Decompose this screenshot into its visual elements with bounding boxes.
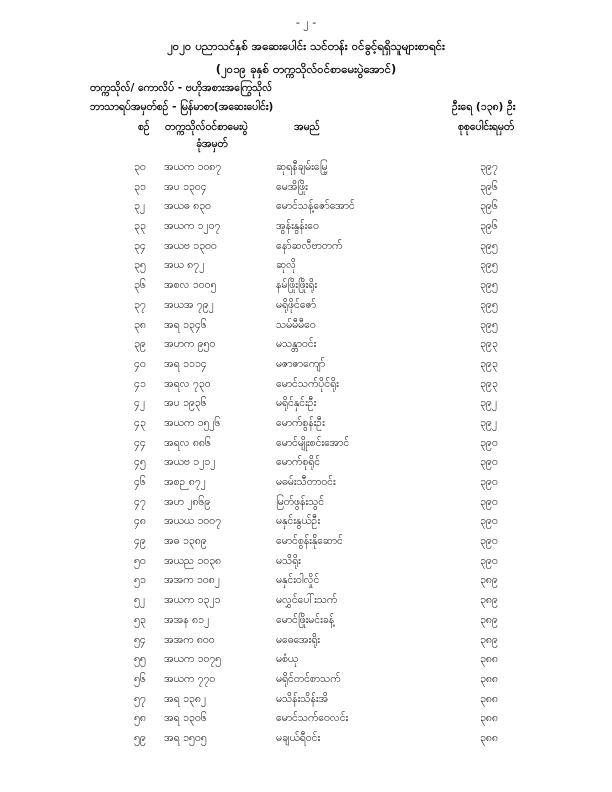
- table-row: [0, 355, 612, 375]
- total-marks: ၃၉၀: [480, 495, 498, 508]
- student-name: မောင်သက်ဝေလင်း: [276, 712, 349, 725]
- row-number: ၅၂: [134, 594, 146, 607]
- row-number: ၅၄: [134, 633, 146, 646]
- table-row: [0, 375, 612, 395]
- total-marks: ၃၈၈: [480, 692, 498, 705]
- roll-number: အဟက ၉၅၀: [164, 338, 216, 351]
- table-row: [0, 631, 612, 651]
- row-number: ၅၇: [134, 692, 146, 705]
- row-number: ၄၇: [134, 495, 146, 508]
- row-number: ၄၈: [134, 515, 146, 528]
- total-marks: ၃၉၃: [480, 338, 498, 351]
- student-name: မဓမ်းသီတာဝင်း: [276, 476, 336, 488]
- total-marks: ၃၉၅: [480, 298, 498, 311]
- roll-number: အယယ ၁၀၀၇: [164, 515, 221, 528]
- page-number: - ၂ -: [295, 16, 317, 29]
- table-row: [0, 158, 612, 178]
- roll-number: အရ ၁၁၁၄: [164, 357, 207, 370]
- roll-number: အရလ ၇၃၀: [164, 377, 211, 390]
- student-name: ဆုလို: [276, 259, 296, 272]
- student-name: မရိုဖိုင်ဇော်: [276, 298, 317, 311]
- total-marks: ၃၉၂: [480, 416, 497, 429]
- roll-number: အပ ၁၉၃၆: [164, 397, 207, 410]
- row-number: ၅၉: [134, 731, 146, 744]
- total-marks: ၃၈၈: [480, 653, 498, 666]
- table-row: [0, 650, 612, 670]
- total-marks: ၃၉၅: [480, 239, 498, 252]
- table-row: [0, 296, 612, 316]
- table-row: [0, 690, 612, 710]
- total-marks: ၃၉၅: [480, 318, 498, 331]
- total-marks: ၃၉၃: [480, 377, 498, 390]
- table-row: [0, 237, 612, 257]
- student-name: မသိရိုး: [276, 554, 301, 567]
- table-row: [0, 276, 612, 296]
- student-name: မရိုင်နှင်းဦး: [276, 397, 317, 410]
- student-name: မဇာဇာကျော်: [276, 357, 326, 370]
- table-row: [0, 591, 612, 611]
- table-row: [0, 434, 612, 454]
- document-title: ၂၀၂၀ ပညာသင်နှစ် အဆေးပေါင်း သင်တန်း ဝင်ခွင့်ရရှိသူများစာရင်း: [167, 39, 445, 53]
- column-header-roll: တက္ကသိုလ်ဝင်စာမေးပွဲ: [165, 121, 248, 133]
- student-name: နမ်ဖြိုးဖြိုးရိုး: [276, 279, 317, 292]
- table-row: [0, 571, 612, 591]
- total-marks: ၃၉၂: [480, 397, 497, 410]
- row-number: ၅၁: [134, 574, 146, 587]
- roll-number: အယက ၁၂၀၇: [164, 220, 221, 233]
- roll-number: အယက ၇၇၀: [164, 672, 216, 685]
- total-count: ဦးရေ (၁၃၈) ဦး: [452, 101, 516, 113]
- subject-label: ဘာသာရပ်အမှတ်စဉ် - မြန်မာစာ(အဆေးပေါင်း): [90, 101, 274, 113]
- roll-number: အအန ၈၁၂: [164, 613, 210, 626]
- total-marks: ၃၈၉: [480, 613, 498, 626]
- total-marks: ၃၉၅: [480, 259, 498, 272]
- roll-number: အရ ၁၃၀၆: [164, 712, 207, 725]
- table-row: [0, 670, 612, 690]
- row-number: ၄၄: [134, 436, 146, 449]
- row-number: ၃၀: [134, 161, 146, 173]
- table-row: [0, 729, 612, 749]
- roll-number: အဓ ၁၃၈၉: [164, 535, 207, 548]
- total-marks: ၃၈၉: [480, 633, 498, 646]
- student-name: မသန္တာဝင်း: [276, 338, 317, 351]
- student-name: ဆုရနီချမ်းမြေ့: [276, 161, 328, 173]
- table-row: [0, 552, 612, 572]
- total-marks: ၃၉၀: [480, 554, 498, 567]
- roll-number: အယအ ၇၉၂: [164, 298, 214, 311]
- table-row: [0, 394, 612, 414]
- table-row: [0, 611, 612, 631]
- row-number: ၅၃: [134, 613, 146, 626]
- row-number: ၃၇: [134, 298, 146, 311]
- roll-number: အယက ၁၅၂၆: [164, 416, 221, 429]
- table-row: [0, 473, 612, 493]
- roll-number: အရ ၁၃၈၂: [164, 692, 206, 705]
- student-name: မစံယု: [276, 653, 299, 666]
- table-row: [0, 178, 612, 198]
- student-name: မောင်သက်ပိုင်ရိုး: [276, 377, 339, 390]
- row-number: ၄၁: [134, 377, 146, 390]
- row-number: ၃၄: [134, 239, 146, 252]
- table-row: [0, 709, 612, 729]
- student-name: မသိန်းသိန်းအိ: [276, 692, 329, 705]
- roll-number: အရ ၁၃၄၆: [164, 318, 207, 331]
- roll-number: အရ ၁၅၀၅: [164, 731, 207, 744]
- student-name: မောက်စွန်းဦး: [276, 416, 325, 429]
- student-name: မလွှင်ပေါ်းသက်: [276, 594, 338, 607]
- roll-number: အယက ၁၀၇၅: [164, 653, 222, 666]
- row-number: ၃၉: [134, 338, 146, 351]
- column-header-roll-sub: ခုံအမှတ်: [196, 138, 228, 150]
- table-row: [0, 493, 612, 513]
- table-row: [0, 453, 612, 473]
- table-row: [0, 335, 612, 355]
- column-header-name: အမည်: [294, 121, 320, 133]
- table-row: [0, 316, 612, 336]
- total-marks: ၃၉၇: [480, 161, 498, 173]
- row-number: ၅၅: [134, 653, 146, 666]
- student-name: မနှင်းနွယ်ဦး: [276, 515, 321, 528]
- row-number: ၅၆: [134, 672, 146, 685]
- table-row: [0, 217, 612, 237]
- student-name: နော်ဆလီဗာတက်: [276, 239, 343, 252]
- student-name: မောင်ဖြိုးမင်းခန့်: [276, 613, 335, 626]
- total-marks: ၃၈၈: [480, 672, 498, 685]
- total-marks: ၃၈၉: [480, 574, 498, 587]
- row-number: ၄၃: [134, 416, 146, 429]
- row-number: ၃၁: [134, 180, 146, 193]
- student-name: မနှင်းဝါလှိုင်: [276, 574, 320, 587]
- roll-number: အအက ၁၀၈၂: [164, 574, 220, 587]
- row-number: ၅၀: [134, 554, 146, 567]
- row-number: ၄၂: [134, 397, 146, 410]
- student-name: မချယ်ရီဝင်း: [276, 731, 321, 744]
- roll-number: အယက ၁၃၂၁: [164, 594, 221, 607]
- student-name: သမ်မီမီဝေ: [276, 318, 316, 331]
- roll-number: အယက ၁၀၈၇: [164, 161, 222, 173]
- student-name: မောင်စွန်းနိုဆောင်: [276, 535, 343, 548]
- column-header-no: စဉ်: [138, 121, 150, 133]
- total-marks: ၃၉၆: [480, 200, 498, 213]
- student-name: မောင်သန့်ဇော်အောင်: [276, 200, 355, 213]
- roll-number: အယည ၁၀၃၈: [164, 554, 222, 567]
- total-marks: ၃၈၈: [480, 712, 498, 725]
- roll-number: အစဉ ၈၇၂: [164, 476, 206, 488]
- row-number: ၄၆: [134, 476, 146, 488]
- roll-number: အဟ ၂၈၆၉: [164, 495, 211, 508]
- university-label: တက္ကသိုလ်/ ကောလိပ် - ဗဟိုအစားအကြွေသိုလ်: [90, 82, 273, 94]
- roll-number: အရလ ၈၈၆: [164, 436, 211, 449]
- total-marks: ၃၉၀: [480, 515, 498, 528]
- document-subtitle: (၂၀၁၉ ခုနှစ် တက္ကသိုလ်ဝင်စာမေးပွဲအောင်): [215, 62, 397, 76]
- table-row: [0, 256, 612, 276]
- table-row: [0, 512, 612, 532]
- student-name: မောင်မျိုးစင်းအောင်: [276, 436, 350, 449]
- total-marks: ၃၈၈: [480, 731, 498, 744]
- column-header-marks: စုစုပေါင်းရမှတ်: [458, 121, 515, 133]
- total-marks: ၃၉၃: [480, 357, 498, 370]
- total-marks: ၃၉၀: [480, 476, 498, 488]
- roll-number: အယ ၈၇၂: [164, 259, 205, 272]
- row-number: ၃၅: [134, 259, 146, 272]
- row-number: ၃၆: [134, 279, 146, 292]
- roll-number: အအက ၈၀၀: [164, 633, 215, 646]
- student-name: မောက်စုရိုင်: [276, 456, 321, 469]
- row-number: ၃၃: [134, 220, 146, 233]
- total-marks: ၃၉၀: [480, 456, 498, 469]
- roll-number: အစလ ၁၀၀၅: [164, 279, 217, 292]
- total-marks: ၃၉၅: [480, 279, 498, 292]
- row-number: ၄၅: [134, 456, 146, 469]
- row-number: ၄၀: [134, 357, 146, 370]
- table-row: [0, 414, 612, 434]
- total-marks: ၃၉၆: [480, 220, 498, 233]
- table-row: [0, 197, 612, 217]
- total-marks: ၃၉၀: [480, 535, 498, 548]
- student-name: မေအိဖြိုး: [276, 180, 308, 193]
- roll-number: အယဗ ၁၂၁၂: [164, 456, 216, 469]
- row-number: ၃၈: [134, 318, 146, 331]
- student-name: အွန်းနွန်းဝေ: [276, 220, 319, 233]
- roll-number: အယဗ ၁၃၀၀: [164, 239, 217, 252]
- roll-number: အပ ၁၃၀၄: [164, 180, 207, 193]
- student-name: မရိုင်တင်စာသက်: [276, 672, 341, 685]
- total-marks: ၃၈၉: [480, 594, 498, 607]
- student-list: [0, 158, 612, 749]
- student-name: မြတ်ဖွန်းသွင်: [276, 495, 325, 508]
- row-number: ၄၉: [134, 535, 146, 548]
- table-row: [0, 532, 612, 552]
- row-number: ၃၂: [134, 200, 146, 213]
- roll-number: အယဓ ၈၃၀: [164, 200, 211, 213]
- total-marks: ၃၉၆: [480, 180, 498, 193]
- row-number: ၅၈: [134, 712, 146, 725]
- total-marks: ၃၉၀: [480, 436, 498, 449]
- student-name: မဓေအေးရိုး: [276, 633, 320, 646]
